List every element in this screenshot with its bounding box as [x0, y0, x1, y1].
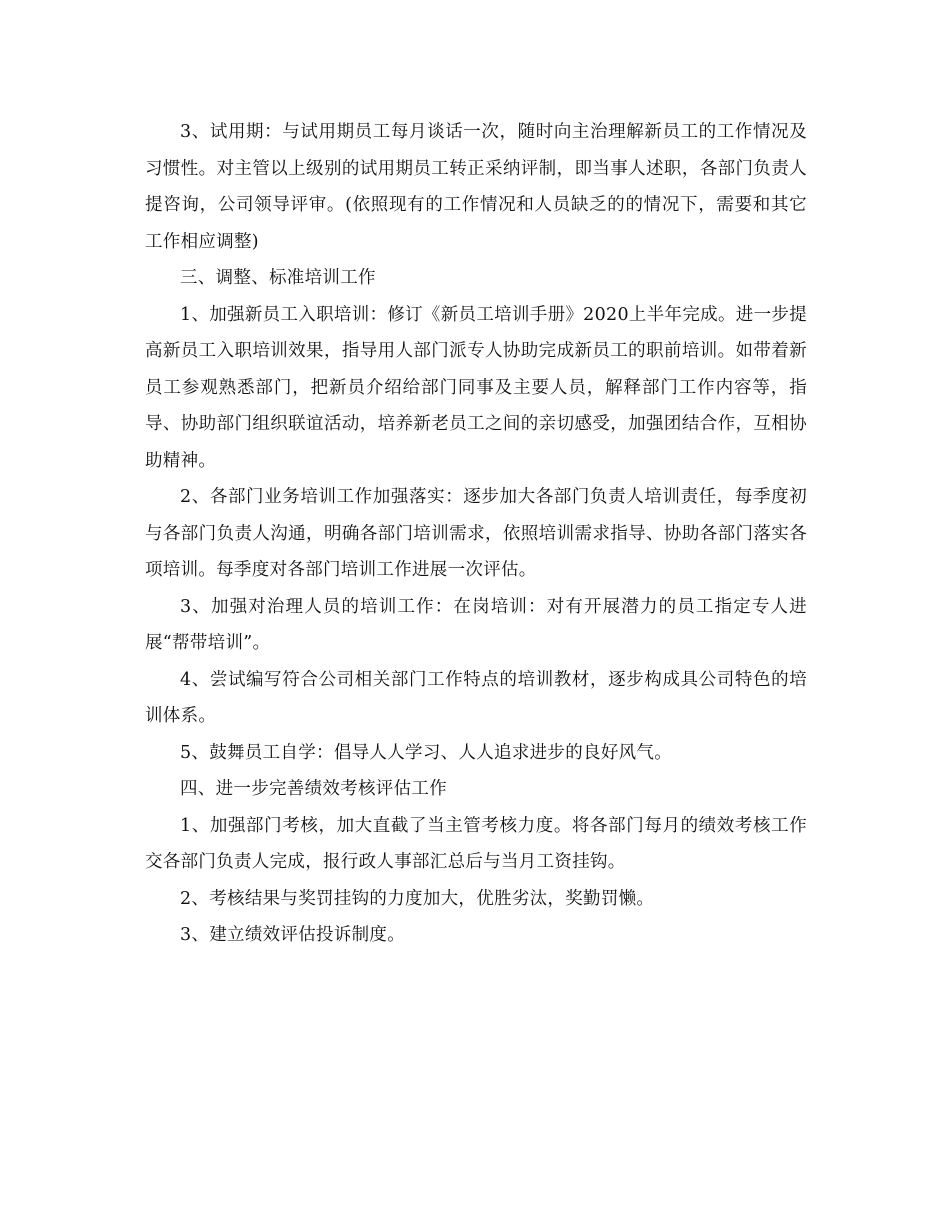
paragraph-department-training: 2、各部门业务培训工作加强落实：逐步加大各部门负责人培训责任，每季度初与各部门负责人沟通，明确各部门培训需求，依照培训需求指导、协助各部门落实各项培训。每季度对各部门培训工作进展一次评估。 — [145, 487, 807, 580]
paragraph-trial-period: 3、试用期：与试用期员工每月谈话一次，随时向主治理解新员工的工作情况及习惯性。对主管以上级别的试用期员工转正采纳评制，即当事人述职，各部门负责人提咨询，公司领导评审。(依照现有的工作情况和人员缺乏的的情况下，需要和其它工作相应调整) — [145, 122, 807, 252]
paragraph-department-assessment: 1、加强部门考核，加大直截了当主管考核力度。将各部门每月的绩效考核工作交各部门负责人完成，报行政人事部汇总后与当月工资挂钩。 — [145, 815, 807, 872]
paragraph-new-employee-training: 1、加强新员工入职培训：修订《新员工培训手册》2020上半年完成。进一步提高新员工入职培训效果，指导用人部门派专人协助完成新员工的职前培训。如带着新员工参观熟悉部门，把新员介绍给部门同事及主要人员，解释部门工作内容等，指导、协助部门组织联谊活动，培养新老员工之间的亲切感受，加强团结合作，互相协助精神。 — [145, 304, 807, 471]
paragraph-management-training: 3、加强对治理人员的培训工作：在岗培训：对有开展潜力的员工指定专人进展“帮带培训”。 — [145, 596, 807, 653]
section-heading-training: 三、调整、标准培训工作 — [180, 268, 376, 288]
document-body — [145, 114, 807, 954]
section-heading-performance: 四、进一步完善绩效考核评估工作 — [180, 779, 447, 799]
paragraph-self-study: 5、鼓舞员工自学：倡导人人学习、人人追求进步的良好风气。 — [180, 742, 673, 763]
paragraph-reward-punishment: 2、考核结果与奖罚挂钩的力度加大，优胜劣汰，奖勤罚懒。 — [180, 888, 655, 909]
paragraph-complaint-system: 3、建立绩效评估投诉制度。 — [180, 925, 406, 945]
paragraph-training-materials: 4、尝试编写符合公司相关部门工作特点的培训教材，逐步构成具公司特色的培训体系。 — [145, 669, 807, 726]
